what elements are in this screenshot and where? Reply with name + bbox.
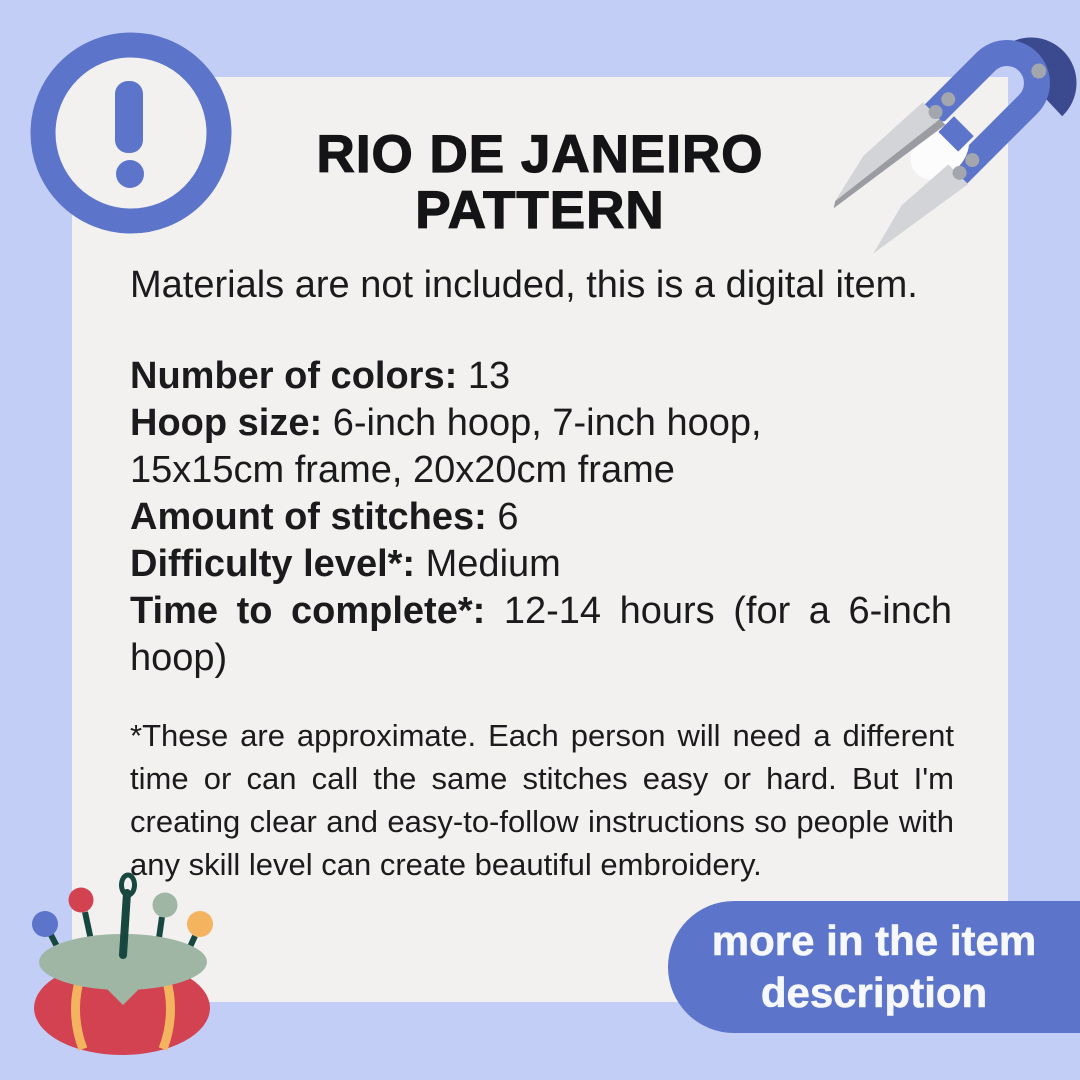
- intro-text: Materials are not included, this is a digital item.: [130, 264, 918, 306]
- detail-value: 6: [497, 496, 519, 538]
- exclamation-circle-icon: [30, 30, 235, 235]
- detail-label: Time to complete*:: [130, 590, 486, 632]
- detail-line: [130, 353, 952, 400]
- detail-line: [130, 494, 952, 541]
- detail-value: 15x15cm frame, 20x20cm frame: [130, 449, 675, 491]
- detail-line: [130, 588, 952, 682]
- detail-line: [130, 400, 952, 447]
- page-title-line2: PATTERN: [415, 181, 665, 240]
- detail-label: Hoop size:: [130, 402, 323, 444]
- cta-label-line2: description: [760, 969, 988, 1016]
- detail-label: Amount of stitches:: [130, 496, 487, 538]
- detail-line: [130, 541, 952, 588]
- detail-label: Number of colors:: [130, 355, 458, 397]
- details-list: [130, 353, 952, 682]
- footnote-text: *These are approximate. Each person will need a different time or can call the same stitches easy or hard. But I'm creating clear and easy-to-follow instructions so people with any skill level can create beautiful embroidery.: [130, 718, 954, 882]
- detail-value: 12-14 hours (for a 6-inch hoop): [130, 590, 953, 679]
- detail-value: 6-inch hoop, 7-inch hoop,: [332, 402, 762, 444]
- pincushion-icon: [15, 855, 225, 1055]
- detail-value: 13: [467, 355, 511, 397]
- cta-button[interactable]: [668, 901, 1080, 1033]
- detail-label: Difficulty level*:: [130, 543, 416, 585]
- cta-label-line1: more in the item: [711, 917, 1037, 964]
- detail-value: Medium: [425, 543, 561, 585]
- detail-line: [130, 447, 952, 494]
- page-title-line1: RIO DE JANEIRO: [316, 125, 764, 184]
